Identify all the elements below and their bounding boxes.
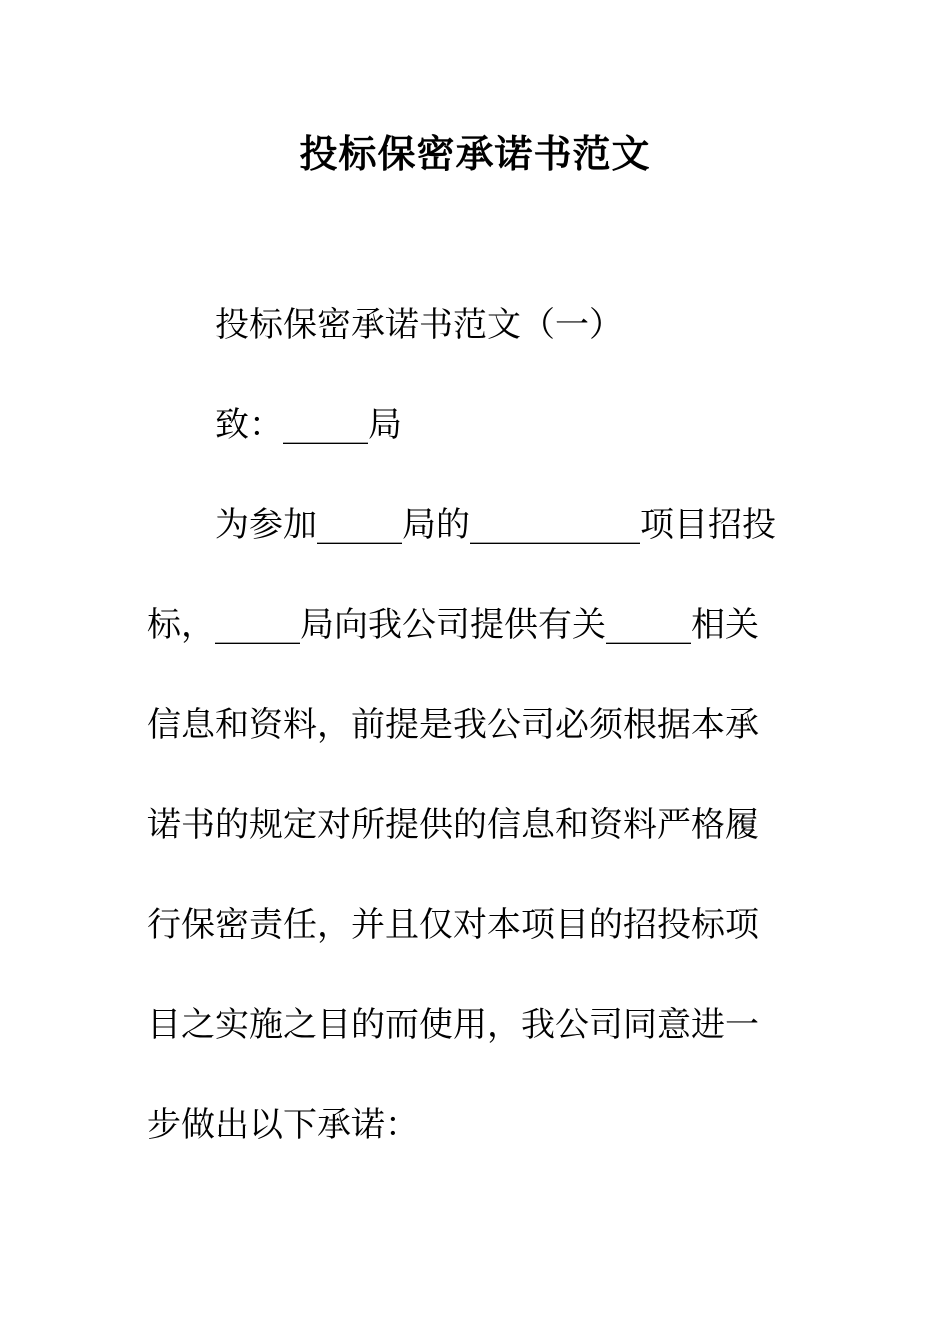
body-line-3: 信息和资料，前提是我公司必须根据本承 (147, 705, 759, 745)
body-line-4: 诺书的规定对所提供的信息和资料严格履 (147, 805, 759, 845)
addressee-line: 致：_____局 (215, 405, 402, 445)
body-line-1: 为参加_____局的__________项目招投 (215, 505, 776, 545)
section-heading: 投标保密承诺书范文（一） (215, 305, 623, 345)
body-line-2: 标，_____局向我公司提供有关_____相关 (147, 605, 759, 645)
body-line-7: 步做出以下承诺： (147, 1105, 419, 1145)
body-line-6: 目之实施之目的而使用，我公司同意进一 (147, 1005, 759, 1045)
body-line-5: 行保密责任，并且仅对本项目的招投标项 (147, 905, 759, 945)
document-title: 投标保密承诺书范文 (299, 131, 651, 176)
